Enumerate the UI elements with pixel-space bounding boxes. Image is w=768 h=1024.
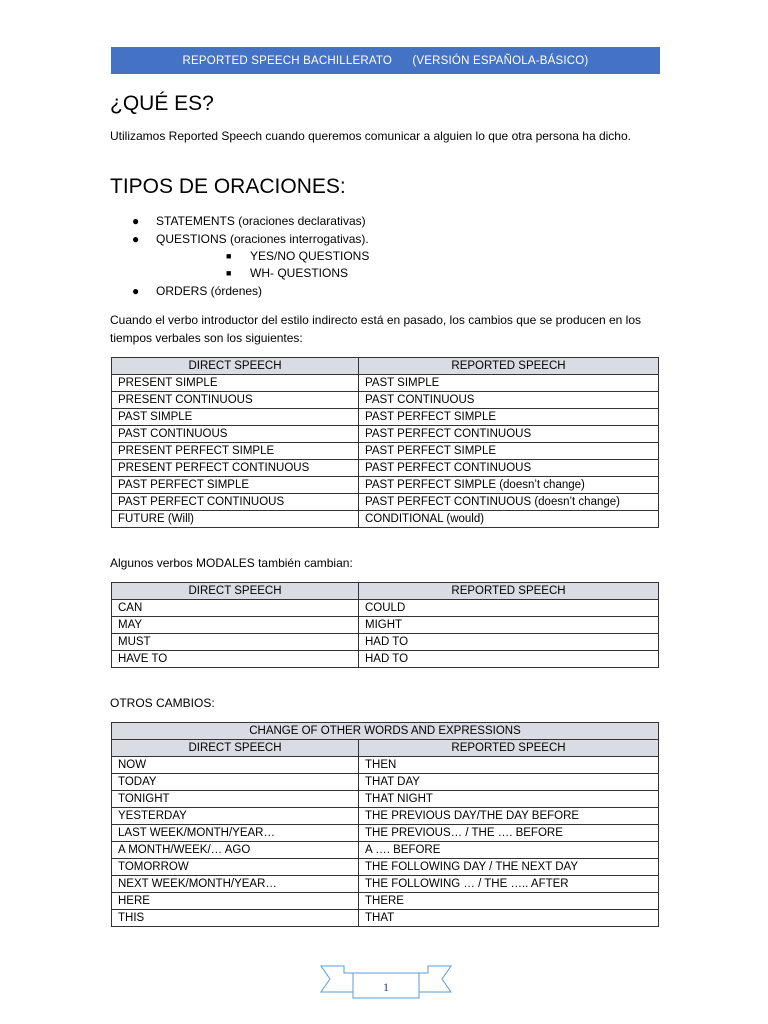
table-row: PAST SIMPLE PAST PERFECT SIMPLE — [112, 409, 659, 426]
other-changes-intro: OTROS CAMBIOS: — [110, 696, 215, 710]
list-item: ● STATEMENTS (oraciones declarativas) — [132, 214, 366, 228]
tense-changes-table — [111, 357, 659, 528]
heading-tipos-oraciones: TIPOS DE ORACIONES: — [110, 175, 346, 198]
table-row: LAST WEEK/MONTH/YEAR… THE PREVIOUS… / THE …. BEFORE — [112, 825, 659, 842]
bullet-icon: ● — [132, 284, 140, 298]
table-row: MUST HAD TO — [112, 634, 659, 651]
list-subitem: ■ YES/NO QUESTIONS — [226, 249, 370, 263]
column-header: REPORTED SPEECH — [359, 740, 659, 757]
square-bullet-icon: ■ — [226, 251, 232, 261]
list-item: ● ORDERS (órdenes) — [132, 284, 263, 298]
table-header-row — [112, 358, 659, 375]
modals-intro: Algunos verbos MODALES también cambian: — [110, 556, 353, 570]
column-header: DIRECT SPEECH — [112, 358, 359, 375]
bullet-icon: ● — [132, 232, 140, 246]
table-row: PRESENT SIMPLE PAST SIMPLE — [112, 375, 659, 392]
page-number: 1 — [383, 980, 389, 994]
table-row: THIS THAT — [112, 910, 659, 927]
table-row: PAST PERFECT CONTINUOUS PAST PERFECT CONTINUOUS (doesn’t change) — [112, 494, 659, 511]
table-caption: CHANGE OF OTHER WORDS AND EXPRESSIONS — [112, 723, 659, 740]
table-row: PRESENT CONTINUOUS PAST CONTINUOUS — [112, 392, 659, 409]
header-subtitle: (VERSIÓN ESPAÑOLA-BÁSICO) — [412, 54, 589, 67]
table-row: YESTERDAY THE PREVIOUS DAY/THE DAY BEFORE — [112, 808, 659, 825]
table-row: MAY MIGHT — [112, 617, 659, 634]
square-bullet-icon: ■ — [226, 268, 232, 278]
page-number-ribbon — [320, 965, 452, 999]
other-changes-table — [111, 722, 659, 927]
table-row: HAVE TO HAD TO — [112, 651, 659, 668]
column-header: REPORTED SPEECH — [359, 583, 659, 600]
table-row: HERE THERE — [112, 893, 659, 910]
table-row: FUTURE (Will) CONDITIONAL (would) — [112, 511, 659, 528]
definition-paragraph: Utilizamos Reported Speech cuando queremos comunicar a alguien lo que otra persona ha dicho. — [110, 129, 631, 143]
table-row: PRESENT PERFECT CONTINUOUS PAST PERFECT CONTINUOUS — [112, 460, 659, 477]
table-row: A MONTH/WEEK/… AGO A …. BEFORE — [112, 842, 659, 859]
column-header: REPORTED SPEECH — [359, 358, 659, 375]
table-header-row — [112, 583, 659, 600]
table-row: TOMORROW THE FOLLOWING DAY / THE NEXT DAY — [112, 859, 659, 876]
table-row: TONIGHT THAT NIGHT — [112, 791, 659, 808]
list-subitem: ■ WH- QUESTIONS — [226, 266, 348, 280]
column-header: DIRECT SPEECH — [112, 583, 359, 600]
list-item: ● QUESTIONS (oraciones interrogativas). — [132, 232, 369, 246]
column-header: DIRECT SPEECH — [112, 740, 359, 757]
table-row: PAST PERFECT SIMPLE PAST PERFECT SIMPLE (doesn’t change) — [112, 477, 659, 494]
document-header-band — [111, 47, 660, 74]
bullet-icon: ● — [132, 214, 140, 228]
modals-table — [111, 582, 659, 668]
table-row: NEXT WEEK/MONTH/YEAR… THE FOLLOWING … / THE ….. AFTER — [112, 876, 659, 893]
heading-que-es: ¿QUÉ ES? — [110, 92, 214, 115]
table-header-row — [112, 740, 659, 757]
sentence-types-list — [130, 212, 369, 300]
table-row: NOW THEN — [112, 757, 659, 774]
table-row: TODAY THAT DAY — [112, 774, 659, 791]
table-caption-row — [112, 723, 659, 740]
header-title: REPORTED SPEECH BACHILLERATO — [182, 54, 393, 67]
table-row: CAN COULD — [112, 600, 659, 617]
table-row: PAST CONTINUOUS PAST PERFECT CONTINUOUS — [112, 426, 659, 443]
tense-change-intro: Cuando el verbo introductor del estilo indirecto está en pasado, los cambios que se producen en los tiempos verbales son los siguientes: — [110, 313, 641, 345]
table-row: PRESENT PERFECT SIMPLE PAST PERFECT SIMPLE — [112, 443, 659, 460]
